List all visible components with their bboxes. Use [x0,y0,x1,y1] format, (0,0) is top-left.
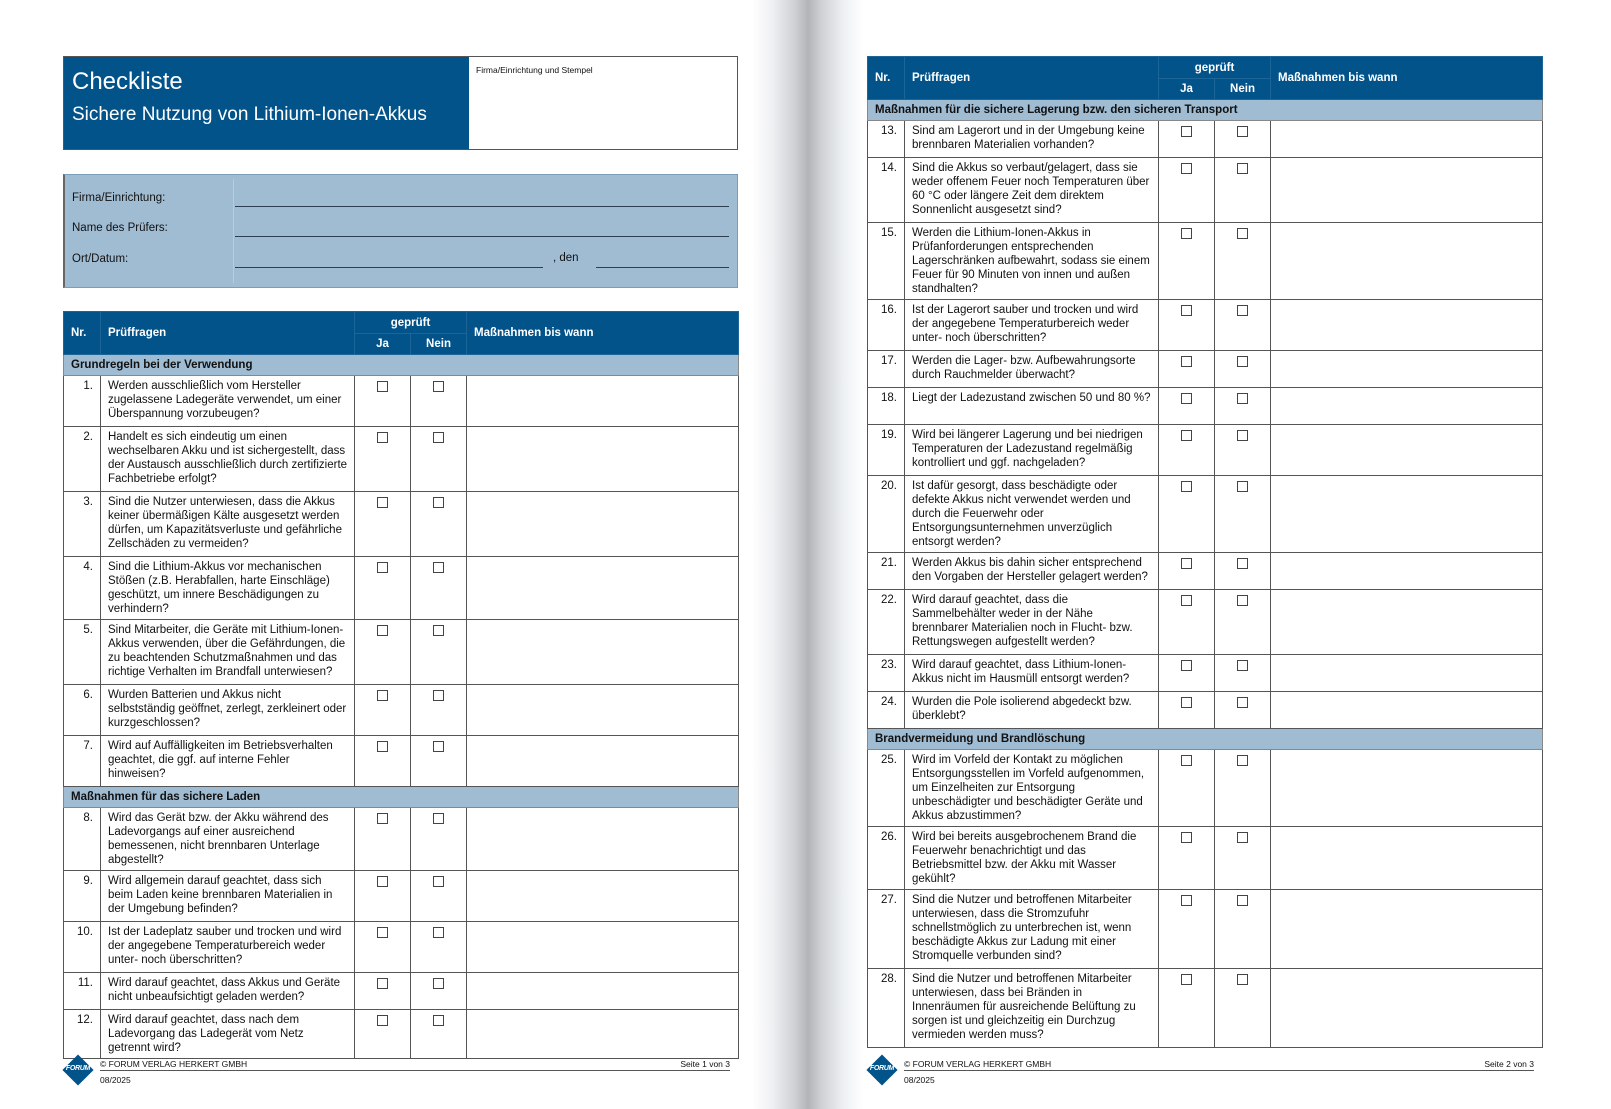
item-question: Wird darauf geachtet, dass die Sammelbehälter weder in der Nähe brennbarer Materialien noch in Flucht- bzw. Rettungswegen aufgestellt werden? [905,590,1159,655]
checkbox-cell-no [411,808,467,871]
item-number: 7. [64,736,101,787]
item-question: Ist dafür gesorgt, dass beschädigte oder defekte Akkus nicht verwendet werden und durch die Feuerwehr oder Entsorgungsunternehmen unverzüglich entsorgt werden? [905,476,1159,553]
measures-field[interactable] [1271,121,1543,158]
measures-field[interactable] [467,808,739,871]
checkbox-cell-no [1215,969,1271,1048]
checkbox-yes[interactable] [377,876,388,887]
checklist-row [64,973,739,1010]
checklist-row [868,890,1543,969]
page-2 [864,0,1611,1109]
item-question: Wurden die Pole isolierend abgedeckt bzw. überklebt? [905,692,1159,729]
header-measures: Maßnahmen bis wann [467,312,739,355]
measures-field[interactable] [1271,827,1543,890]
checkbox-cell-no [411,736,467,787]
checkbox-yes[interactable] [1181,356,1192,367]
item-question: Sind am Lagerort und in der Umgebung keine brennbaren Materialien vorhanden? [905,121,1159,158]
checkbox-yes[interactable] [377,432,388,443]
item-question: Wird allgemein darauf geachtet, dass sich beim Laden keine brennbaren Materialien in der Umgebung befinden? [101,871,355,922]
checkbox-cell-no [1215,750,1271,827]
checkbox-yes[interactable] [1181,895,1192,906]
item-question: Wird darauf geachtet, dass Lithium-Ionen-Akkus nicht im Hausmüll entsorgt werden? [905,655,1159,692]
checklist-row [64,492,739,557]
checkbox-cell-yes [355,871,411,922]
checkbox-cell-no [411,427,467,492]
item-number: 2. [64,427,101,492]
measures-field[interactable] [467,376,739,427]
checklist-row [868,223,1543,300]
date-input-line[interactable] [596,267,729,268]
checkbox-yes[interactable] [377,813,388,824]
item-number: 24. [868,692,905,729]
checkbox-yes[interactable] [377,1015,388,1026]
checkbox-cell-no [411,1010,467,1059]
header-yes: Ja [1159,79,1215,100]
stamp-field[interactable] [469,57,737,149]
item-number: 10. [64,922,101,973]
checklist-row [64,620,739,685]
checkbox-cell-yes [355,557,411,620]
checkbox-cell-no [1215,223,1271,300]
header-nr: Nr. [868,57,905,100]
company-label: Firma/Einrichtung: [72,192,166,204]
checkbox-yes[interactable] [1181,660,1192,671]
checkbox-cell-yes [1159,476,1215,553]
copyright-text: © FORUM VERLAG HERKERT GMBH [904,1059,1052,1069]
checkbox-no[interactable] [433,1015,444,1026]
checkbox-yes[interactable] [1181,697,1192,708]
checkbox-yes[interactable] [1181,481,1192,492]
checkbox-yes[interactable] [377,497,388,508]
item-number: 23. [868,655,905,692]
section-header-row [64,355,739,376]
checkbox-cell-no [1215,425,1271,476]
checkbox-cell-no [411,492,467,557]
checkbox-no[interactable] [433,741,444,752]
measures-field[interactable] [467,922,739,973]
checkbox-cell-yes [1159,969,1215,1048]
checkbox-no[interactable] [433,927,444,938]
checkbox-cell-no [1215,351,1271,388]
measures-field[interactable] [1271,388,1543,425]
item-question: Handelt es sich eindeutig um einen wechselbaren Akku und ist sichergestellt, dass der Austausch ausschließlich durch zertifizierte Fachbetriebe erfolgt? [101,427,355,492]
checkbox-cell-no [411,685,467,736]
checklist-row [868,750,1543,827]
checkbox-no[interactable] [1237,393,1248,404]
item-question: Wird auf Auffälligkeiten im Betriebsverhalten geachtet, die ggf. auf interne Fehler hinweisen? [101,736,355,787]
inspector-row [65,213,737,243]
checkbox-cell-yes [355,808,411,871]
checklist-row [868,655,1543,692]
checkbox-no[interactable] [1237,755,1248,766]
item-number: 26. [868,827,905,890]
checklist-table-page-1 [63,311,739,1059]
checklist-row [64,736,739,787]
item-number: 12. [64,1010,101,1059]
checkbox-yes[interactable] [377,690,388,701]
measures-field[interactable] [467,427,739,492]
checkbox-yes[interactable] [1181,163,1192,174]
item-number: 8. [64,808,101,871]
section-title: Grundregeln bei der Verwendung [64,355,739,376]
checkbox-no[interactable] [433,813,444,824]
place-input-line[interactable] [235,267,543,268]
checklist-row [868,158,1543,223]
measures-field[interactable] [467,557,739,620]
edition-date: 08/2025 [904,1075,935,1085]
item-question: Werden die Lager- bzw. Aufbewahrungsorte durch Rauchmelder überwacht? [905,351,1159,388]
checkbox-yes[interactable] [377,562,388,573]
section-title: Brandvermeidung und Brandlöschung [868,729,1543,750]
checkbox-cell-no [1215,121,1271,158]
item-number: 20. [868,476,905,553]
item-number: 19. [868,425,905,476]
checkbox-no[interactable] [1237,974,1248,985]
checkbox-yes[interactable] [377,978,388,989]
info-form [63,174,738,288]
header-measures: Maßnahmen bis wann [1271,57,1543,100]
checkbox-yes[interactable] [377,625,388,636]
checkbox-cell-no [1215,692,1271,729]
stamp-label: Firma/Einrichtung und Stempel [476,65,593,75]
measures-field[interactable] [467,1010,739,1059]
forum-logo-icon [63,1055,93,1085]
measures-field[interactable] [1271,590,1543,655]
measures-field[interactable] [1271,425,1543,476]
item-question: Wird im Vorfeld der Kontakt zu möglichen Entsorgungsstellen im Vorfeld aufgenommen, um Einzelheiten zur Entsorgung unbeschädigter und beschädigter Geräte und Akkus abzustimmen? [905,750,1159,827]
item-question: Werden die Lithium-Ionen-Akkus in Prüfanforderungen entsprechenden Lagerschränken aufbewahrt, sodass sie einem Feuer für 90 Minuten von innen und außen standhalten? [905,223,1159,300]
checkbox-cell-no [1215,590,1271,655]
section-header-row [868,729,1543,750]
checkbox-cell-no [1215,476,1271,553]
section-header-row [64,787,739,808]
page-footer [867,1055,1534,1089]
forum-logo-icon [867,1055,897,1085]
checkbox-no[interactable] [1237,228,1248,239]
item-question: Wird darauf geachtet, dass nach dem Ladevorgang das Ladegerät vom Netz getrennt wird? [101,1010,355,1059]
checkbox-cell-no [1215,158,1271,223]
item-number: 16. [868,300,905,351]
checkbox-no[interactable] [1237,356,1248,367]
measures-field[interactable] [1271,969,1543,1048]
checkbox-yes[interactable] [1181,558,1192,569]
checkbox-yes[interactable] [1181,393,1192,404]
checklist-row [868,476,1543,553]
checklist-row [868,351,1543,388]
item-number: 4. [64,557,101,620]
checkbox-cell-no [1215,890,1271,969]
item-number: 17. [868,351,905,388]
checkbox-cell-no [1215,827,1271,890]
measures-field[interactable] [467,620,739,685]
checkbox-no[interactable] [433,432,444,443]
item-question: Werden ausschließlich vom Hersteller zugelassene Ladegeräte verwendet, um einer Überspannung vorzubeugen? [101,376,355,427]
checklist-row [868,300,1543,351]
measures-field[interactable] [1271,476,1543,553]
item-number: 11. [64,973,101,1010]
item-number: 21. [868,553,905,590]
checkbox-no[interactable] [433,876,444,887]
checklist-row [64,1010,739,1059]
checklist-row [868,692,1543,729]
item-question: Wurden Batterien und Akkus nicht selbstständig geöffnet, zerlegt, zerkleinert oder kurzgeschlossen? [101,685,355,736]
table-header-row [64,312,739,334]
checkbox-yes[interactable] [377,927,388,938]
item-question: Sind die Lithium-Akkus vor mechanischen Stößen (z.B. Herabfallen, harte Einschläge) geschützt, um innere Beschädigungen zu verhindern? [101,557,355,620]
checkbox-cell-yes [1159,553,1215,590]
place-date-label: Ort/Datum: [72,253,129,265]
page-gutter-shadow [752,0,864,1109]
header-nr: Nr. [64,312,101,355]
checkbox-no[interactable] [433,497,444,508]
page-footer [63,1055,730,1089]
measures-field[interactable] [1271,655,1543,692]
checkbox-no[interactable] [433,978,444,989]
checkbox-cell-yes [355,922,411,973]
checkbox-cell-yes [355,1010,411,1059]
item-number: 28. [868,969,905,1048]
company-input-line[interactable] [235,206,729,207]
checkbox-cell-yes [355,427,411,492]
checklist-row [64,376,739,427]
checkbox-no[interactable] [1237,430,1248,441]
measures-field[interactable] [467,973,739,1010]
checkbox-no[interactable] [1237,481,1248,492]
item-number: 13. [868,121,905,158]
checklist-row [64,871,739,922]
table-header-row [868,57,1543,79]
logo-text: FORUM [869,1065,895,1072]
measures-field[interactable] [1271,692,1543,729]
checkbox-cell-yes [1159,351,1215,388]
title-block [63,56,738,150]
item-question: Wird das Gerät bzw. der Akku während des Ladevorgangs auf einer ausreichend bemessenen, nicht brennbaren Unterlage abgestellt? [101,808,355,871]
edition-date: 08/2025 [100,1075,131,1085]
checkbox-no[interactable] [1237,895,1248,906]
checkbox-cell-yes [1159,590,1215,655]
checklist-row [64,808,739,871]
checkbox-cell-yes [1159,223,1215,300]
item-number: 6. [64,685,101,736]
checkbox-cell-yes [1159,890,1215,969]
checkbox-yes[interactable] [377,741,388,752]
measures-field[interactable] [1271,890,1543,969]
checklist-row [868,827,1543,890]
checklist-row [868,553,1543,590]
checkbox-no[interactable] [433,381,444,392]
checkbox-no[interactable] [1237,305,1248,316]
item-number: 1. [64,376,101,427]
checkbox-cell-no [411,376,467,427]
checklist-row [868,388,1543,425]
checkbox-cell-yes [1159,388,1215,425]
section-header-row [868,100,1543,121]
item-number: 22. [868,590,905,655]
checkbox-cell-no [411,557,467,620]
section-title: Maßnahmen für die sichere Lagerung bzw. den sicheren Transport [868,100,1543,121]
checkbox-yes[interactable] [1181,974,1192,985]
checklist-row [868,969,1543,1048]
checkbox-cell-no [1215,553,1271,590]
item-number: 18. [868,388,905,425]
logo-text: FORUM [65,1065,91,1072]
checkbox-cell-yes [1159,655,1215,692]
checkbox-yes[interactable] [1181,832,1192,843]
checkbox-cell-yes [1159,121,1215,158]
checkbox-cell-no [1215,300,1271,351]
item-number: 3. [64,492,101,557]
page-1 [0,0,752,1109]
item-question: Sind die Nutzer und betroffenen Mitarbeiter unterwiesen, dass bei Bränden in Innenräumen für ausreichende Belüftung zu sorgen ist und gleichzeitig ein Durchzug vermieden werden muss? [905,969,1159,1048]
checkbox-yes[interactable] [1181,126,1192,137]
checkbox-cell-yes [1159,750,1215,827]
item-number: 14. [868,158,905,223]
header-checked: geprüft [1159,57,1271,79]
measures-field[interactable] [1271,300,1543,351]
measures-field[interactable] [1271,351,1543,388]
checkbox-no[interactable] [1237,660,1248,671]
item-question: Wird bei längerer Lagerung und bei niedrigen Temperaturen der Ladezustand regelmäßig kontrolliert und ggf. nachgeladen? [905,425,1159,476]
item-question: Wird darauf geachtet, dass Akkus und Geräte nicht unbeaufsichtigt geladen werden? [101,973,355,1010]
title-banner [64,57,469,149]
item-question: Sind die Nutzer unterwiesen, dass die Akkus keiner übermäßigen Kälte ausgesetzt werden dürfen, um Kapazitätsverluste und gefährliche Zellschäden zu vermeiden? [101,492,355,557]
checkbox-cell-yes [1159,827,1215,890]
header-questions: Prüffragen [905,57,1159,100]
checkbox-cell-no [1215,655,1271,692]
header-no: Nein [411,334,467,355]
item-question: Sind die Akkus so verbaut/gelagert, dass sie weder offenem Feuer noch Temperaturen über 60 °C oder längere Zeit dem direktem Sonnenlicht ausgesetzt sind? [905,158,1159,223]
checkbox-cell-yes [355,736,411,787]
inspector-label: Name des Prüfers: [72,222,168,234]
checklist-row [64,557,739,620]
checkbox-cell-yes [1159,300,1215,351]
checkbox-yes[interactable] [1181,595,1192,606]
measures-field[interactable] [467,871,739,922]
item-question: Sind Mitarbeiter, die Geräte mit Lithium-Ionen-Akkus verwenden, über die Gefährdungen, die zu beachtenden Schutzmaßnahmen und das richtige Verhalten im Brandfall unterwiesen? [101,620,355,685]
checkbox-yes[interactable] [1181,430,1192,441]
item-question: Ist der Lagerort sauber und trocken und wird der angegebene Temperaturbereich weder unter- noch überschritten? [905,300,1159,351]
section-title: Maßnahmen für das sichere Laden [64,787,739,808]
checkbox-cell-yes [355,620,411,685]
checklist-row [868,425,1543,476]
checkbox-no[interactable] [1237,163,1248,174]
footer-divider [100,1070,730,1071]
checkbox-no[interactable] [1237,832,1248,843]
checkbox-no[interactable] [1237,697,1248,708]
header-checked: geprüft [355,312,467,334]
copyright-text: © FORUM VERLAG HERKERT GMBH [100,1059,248,1069]
header-questions: Prüffragen [101,312,355,355]
checklist-row [64,427,739,492]
checkbox-cell-no [411,871,467,922]
checkbox-yes[interactable] [1181,755,1192,766]
item-question: Ist der Ladeplatz sauber und trocken und wird der angegebene Temperaturbereich weder unter- noch überschritten? [101,922,355,973]
checkbox-cell-yes [1159,692,1215,729]
inspector-input-line[interactable] [235,236,729,237]
item-question: Werden Akkus bis dahin sicher entsprechend den Vorgaben der Hersteller gelagert werden? [905,553,1159,590]
measures-field[interactable] [467,685,739,736]
checkbox-no[interactable] [433,562,444,573]
checkbox-cell-yes [355,376,411,427]
checkbox-cell-yes [355,973,411,1010]
checklist-row [868,590,1543,655]
checklist-row [868,121,1543,158]
footer-divider [904,1070,1534,1071]
checkbox-cell-no [411,620,467,685]
checkbox-yes[interactable] [377,381,388,392]
den-label: , den [553,252,579,264]
measures-field[interactable] [1271,158,1543,223]
item-number: 25. [868,750,905,827]
item-question: Wird bei bereits ausgebrochenem Brand die Feuerwehr benachrichtigt und das Betriebsmittel bzw. der Akku mit Wasser gekühlt? [905,827,1159,890]
page-number: Seite 1 von 3 [680,1059,730,1069]
checkbox-cell-no [411,973,467,1010]
item-number: 27. [868,890,905,969]
checklist-row [64,685,739,736]
checkbox-cell-yes [355,685,411,736]
checkbox-no[interactable] [1237,558,1248,569]
item-question: Liegt der Ladezustand zwischen 50 und 80 %? [905,388,1159,425]
measures-field[interactable] [1271,553,1543,590]
header-no: Nein [1215,79,1271,100]
checkbox-no[interactable] [1237,126,1248,137]
page-number: Seite 2 von 3 [1484,1059,1534,1069]
document-subtitle: Sichere Nutzung von Lithium-Ionen-Akkus [72,104,427,125]
checkbox-no[interactable] [433,690,444,701]
item-number: 9. [64,871,101,922]
measures-field[interactable] [1271,223,1543,300]
checklist-row [64,922,739,973]
checkbox-yes[interactable] [1181,305,1192,316]
company-row [65,183,737,213]
checklist-table-page-2 [867,56,1543,1048]
checkbox-no[interactable] [1237,595,1248,606]
measures-field[interactable] [1271,750,1543,827]
measures-field[interactable] [467,492,739,557]
checkbox-cell-no [411,922,467,973]
measures-field[interactable] [467,736,739,787]
place-date-row [65,244,737,274]
header-yes: Ja [355,334,411,355]
checkbox-cell-yes [1159,425,1215,476]
item-number: 15. [868,223,905,300]
item-number: 5. [64,620,101,685]
checkbox-yes[interactable] [1181,228,1192,239]
checkbox-no[interactable] [433,625,444,636]
checkbox-cell-yes [1159,158,1215,223]
item-question: Sind die Nutzer und betroffenen Mitarbeiter unterwiesen, dass die Stromzufuhr schnellstmöglich zu unterbrechen ist, wenn beschädigte Akkus zur Ladung mit einer Stromquelle verbunden sind? [905,890,1159,969]
document-title: Checkliste [72,68,183,95]
checkbox-cell-yes [355,492,411,557]
checkbox-cell-no [1215,388,1271,425]
